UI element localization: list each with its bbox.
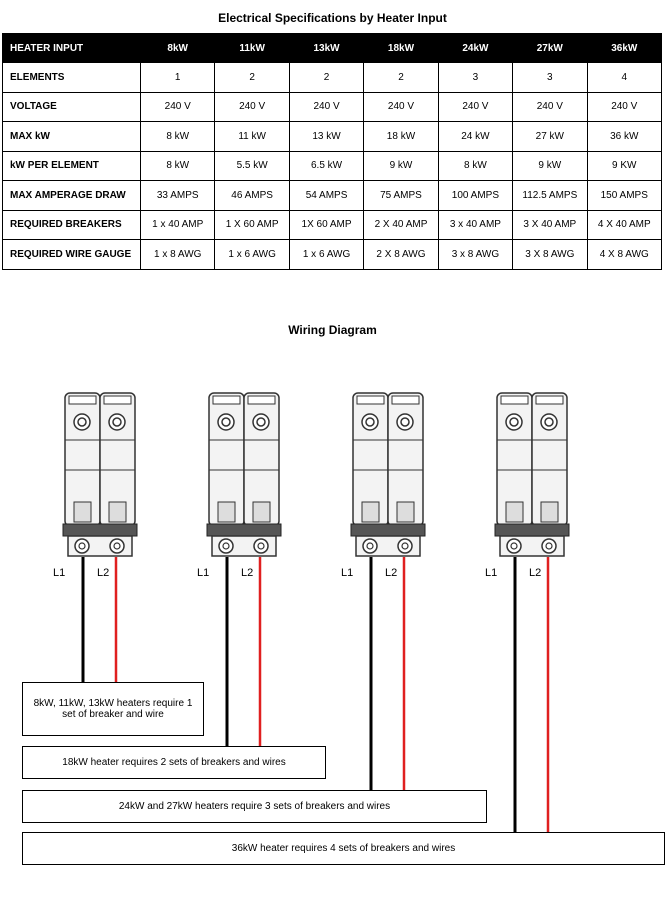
breaker-2-terminal-screw-icon	[258, 543, 264, 549]
table-cell: 240 V	[513, 92, 587, 122]
table-cell: 13 kW	[289, 122, 363, 152]
breaker-4-screw-icon	[510, 418, 518, 426]
breaker-2-top-slot	[248, 396, 275, 404]
table-cell: 3 X 40 AMP	[513, 210, 587, 240]
table-cell: 240 V	[364, 92, 438, 122]
label-l1: L1	[53, 567, 66, 579]
table-cell: 240 V	[438, 92, 512, 122]
breaker-3-top-slot	[357, 396, 384, 404]
label-l1: L1	[341, 567, 354, 579]
breaker-2-screw-icon	[222, 418, 230, 426]
row-label: ELEMENTS	[3, 63, 141, 93]
note-2-breakers: 18kW heater requires 2 sets of breakers and wires	[22, 746, 326, 779]
row-label: VOLTAGE	[3, 92, 141, 122]
breaker-3-base-bar	[351, 524, 425, 536]
table-cell: 1 X 60 AMP	[215, 210, 289, 240]
breaker-3-indicator	[362, 502, 379, 522]
table-cell: 240 V	[289, 92, 363, 122]
table-cell: 9 kW	[513, 151, 587, 181]
breaker-4-screw-icon	[545, 418, 553, 426]
table-cell: 54 AMPS	[289, 181, 363, 211]
table-cell: 1 x 6 AWG	[215, 240, 289, 270]
table-cell: 75 AMPS	[364, 181, 438, 211]
breaker-4-top-slot	[501, 396, 528, 404]
header-cell: 8kW	[141, 34, 215, 63]
breaker-1-base-bar	[63, 524, 137, 536]
table-cell: 1 x 6 AWG	[289, 240, 363, 270]
table-cell: 18 kW	[364, 122, 438, 152]
table-cell: 5.5 kW	[215, 151, 289, 181]
row-label: REQUIRED BREAKERS	[3, 210, 141, 240]
label-l1: L1	[485, 567, 498, 579]
breaker-4-terminal-screw-icon	[546, 543, 552, 549]
table-cell: 36 kW	[587, 122, 661, 152]
breaker-3-terminal-screw-icon	[367, 543, 373, 549]
breaker-2-indicator	[218, 502, 235, 522]
table-cell: 11 kW	[215, 122, 289, 152]
label-l2: L2	[529, 567, 542, 579]
header-heater-input: HEATER INPUT	[3, 34, 141, 63]
table-cell: 27 kW	[513, 122, 587, 152]
table-cell: 150 AMPS	[587, 181, 661, 211]
table-cell: 3	[513, 63, 587, 93]
table-cell: 4 X 8 AWG	[587, 240, 661, 270]
breaker-3-top-slot	[392, 396, 419, 404]
row-label: REQUIRED WIRE GAUGE	[3, 240, 141, 270]
table-cell: 2	[215, 63, 289, 93]
table-cell: 3 x 8 AWG	[438, 240, 512, 270]
label-l2: L2	[385, 567, 398, 579]
breaker-2-top-slot	[213, 396, 240, 404]
breaker-4-indicator	[506, 502, 523, 522]
table-cell: 2	[364, 63, 438, 93]
breaker-3-terminal-screw-icon	[402, 543, 408, 549]
header-cell: 24kW	[438, 34, 512, 63]
label-l2: L2	[241, 567, 254, 579]
breaker-2-screw-icon	[257, 418, 265, 426]
table-cell: 8 kW	[438, 151, 512, 181]
table-cell: 1 x 8 AWG	[141, 240, 215, 270]
breaker-3-screw-icon	[401, 418, 409, 426]
row-label: MAX kW	[3, 122, 141, 152]
table-cell: 112.5 AMPS	[513, 181, 587, 211]
table-cell: 8 kW	[141, 122, 215, 152]
table-cell: 8 kW	[141, 151, 215, 181]
breaker-1-indicator	[74, 502, 91, 522]
table-cell: 9 KW	[587, 151, 661, 181]
breaker-1-indicator	[109, 502, 126, 522]
breaker-3-indicator	[397, 502, 414, 522]
breaker-1-terminal-screw-icon	[114, 543, 120, 549]
breaker-4-terminal-screw-icon	[511, 543, 517, 549]
table-cell: 9 kW	[364, 151, 438, 181]
note-4-breakers: 36kW heater requires 4 sets of breakers and wires	[22, 832, 665, 865]
breaker-4-top-slot	[536, 396, 563, 404]
breaker-1-screw-icon	[113, 418, 121, 426]
table-cell: 24 kW	[438, 122, 512, 152]
row-label: MAX AMPERAGE DRAW	[3, 181, 141, 211]
breaker-2-terminal-screw-icon	[223, 543, 229, 549]
header-cell: 13kW	[289, 34, 363, 63]
table-cell: 2 X 40 AMP	[364, 210, 438, 240]
table-cell: 2	[289, 63, 363, 93]
table-cell: 1	[141, 63, 215, 93]
breaker-1-terminal-screw-icon	[79, 543, 85, 549]
table-cell: 46 AMPS	[215, 181, 289, 211]
table-cell: 100 AMPS	[438, 181, 512, 211]
note-3-breakers: 24kW and 27kW heaters require 3 sets of breakers and wires	[22, 790, 487, 823]
table-cell: 3 X 8 AWG	[513, 240, 587, 270]
table-cell: 33 AMPS	[141, 181, 215, 211]
label-l2: L2	[97, 567, 110, 579]
header-cell: 18kW	[364, 34, 438, 63]
header-cell: 11kW	[215, 34, 289, 63]
table-cell: 2 X 8 AWG	[364, 240, 438, 270]
breaker-4-indicator	[541, 502, 558, 522]
row-label: kW PER ELEMENT	[3, 151, 141, 181]
table-cell: 3	[438, 63, 512, 93]
table-cell: 240 V	[215, 92, 289, 122]
breaker-3-screw-icon	[366, 418, 374, 426]
header-cell: 27kW	[513, 34, 587, 63]
table-cell: 1X 60 AMP	[289, 210, 363, 240]
table-cell: 4	[587, 63, 661, 93]
table-cell: 3 x 40 AMP	[438, 210, 512, 240]
table-cell: 240 V	[587, 92, 661, 122]
wiring-title: Wiring Diagram	[288, 323, 377, 337]
breaker-4-base-bar	[495, 524, 569, 536]
header-cell: 36kW	[587, 34, 661, 63]
breaker-1-top-slot	[69, 396, 96, 404]
breaker-1-top-slot	[104, 396, 131, 404]
note-1-breaker: 8kW, 11kW, 13kW heaters require 1 set of breaker and wire	[22, 682, 204, 736]
breaker-2-indicator	[253, 502, 270, 522]
table-cell: 1 x 40 AMP	[141, 210, 215, 240]
table-cell: 4 X 40 AMP	[587, 210, 661, 240]
label-l1: L1	[197, 567, 210, 579]
breaker-1-screw-icon	[78, 418, 86, 426]
table-cell: 6.5 kW	[289, 151, 363, 181]
breaker-2-base-bar	[207, 524, 281, 536]
spec-title: Electrical Specifications by Heater Input	[218, 11, 447, 25]
table-cell: 240 V	[141, 92, 215, 122]
